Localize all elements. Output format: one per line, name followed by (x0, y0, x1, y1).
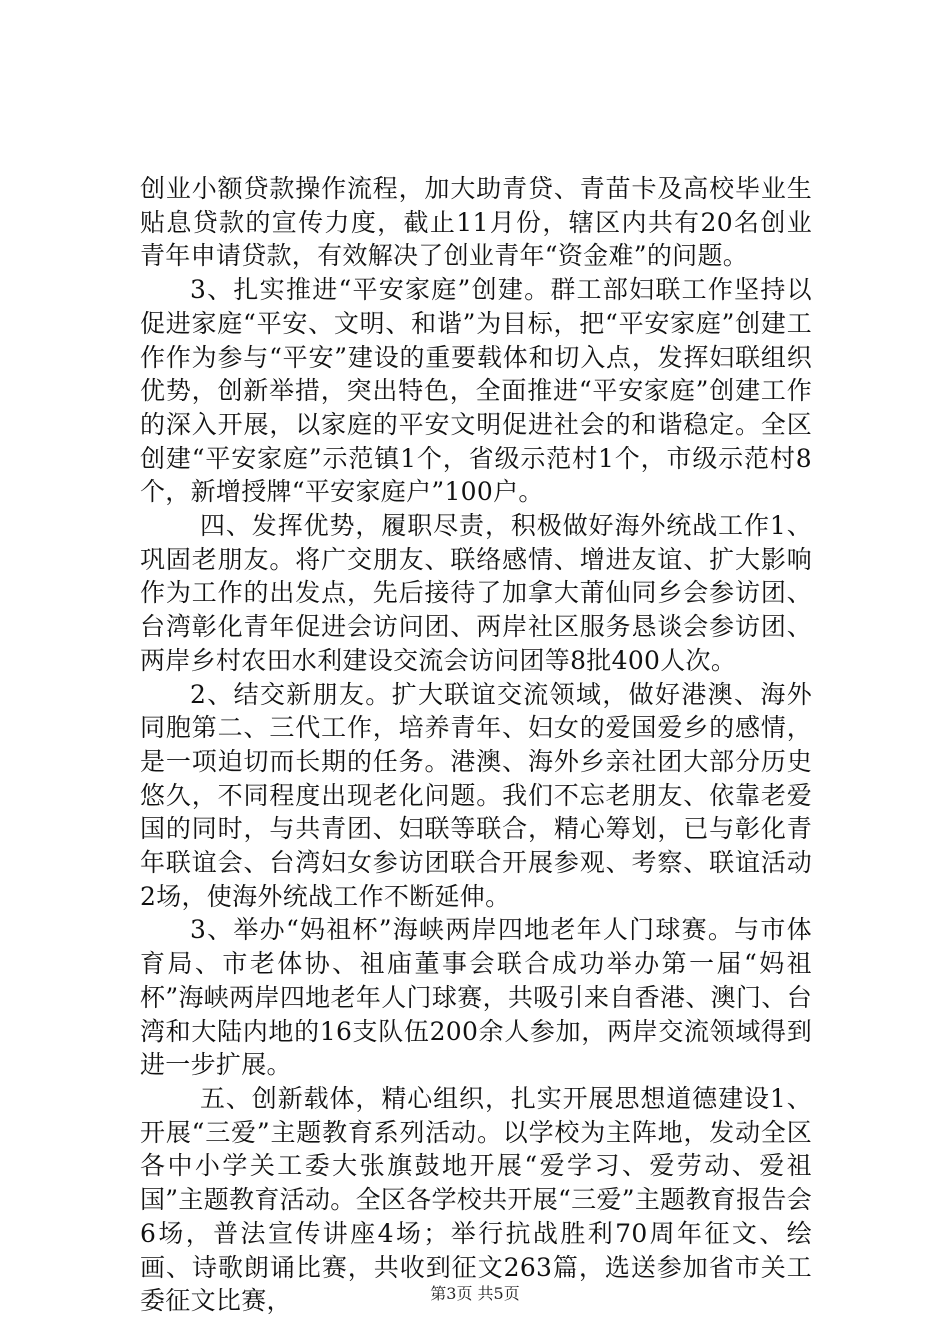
paragraph-section-five: 五、创新载体，精心组织，扎实开展思想道德建设1、开展“三爱”主题教育系列活动。以学校为主阵地，发动全区各中小学关工委大张旗鼓地开展“爱学习、爱劳动、爱祖国”主题教育活动。全区各学校共开展“三爱”主题教育报告会6场，普法宣传讲座4场；举行抗战胜利70周年征文、绘画、诗歌朗诵比赛，共收到征文263篇，选送参加省市关工委征文比赛， (140, 1083, 812, 1316)
page-footer: 第3页 共5页 (430, 1284, 520, 1303)
paragraph-section-four: 四、发挥优势，履职尽责，积极做好海外统战工作1、巩固老朋友。将广交朋友、联络感情、增进友谊、扩大影响作为工作的出发点，先后接待了加拿大莆仙同乡会参访团、台湾彰化青年促进会访问团、两岸社区服务恳谈会参访团、两岸乡村农田水利建设交流会访问团等8批400人次。 (140, 511, 812, 675)
paragraph-mazu-cup: 3、举办“妈祖杯”海峡两岸四地老年人门球赛。与市体育局、市老体协、祖庙董事会联合成功举办第一届“妈祖杯”海峡两岸四地老年人门球赛，共吸引来自香港、澳门、台湾和大陆内地的16支队伍200余人参加，两岸交流领域得到进一步扩展。 (140, 915, 812, 1080)
paragraph-safe-family: 3、扎实推进“平安家庭”创建。群工部妇联工作坚持以促进家庭“平安、文明、和谐”为目标，把“平安家庭”创建工作作为参与“平安”建设的重要载体和切入点，发挥妇联组织优势，创新举措，突出特色，全面推进“平安家庭”创建工作的深入开展，以家庭的平安文明促进社会的和谐稳定。全区创建“平安家庭”示范镇1个，省级示范村1个，市级示范村8个，新增授牌“平安家庭户”100户。 (140, 275, 812, 507)
paragraph-loan-continuation: 创业小额贷款操作流程，加大助青贷、青苗卡及高校毕业生贴息贷款的宣传力度，截止11月份，辖区内共有20名创业青年申请贷款，有效解决了创业青年“资金难”的问题。 (140, 174, 812, 271)
document-body (140, 172, 812, 1318)
paragraph-new-friends: 2、结交新朋友。扩大联谊交流领域，做好港澳、海外同胞第二、三代工作，培养青年、妇女的爱国爱乡的感情，是一项迫切而长期的任务。港澳、海外乡亲社团大部分历史悠久，不同程度出现老化问题。我们不忘老朋友、依靠老爱国的同时，与共青团、妇联等联合，精心筹划，已与彰化青年联谊会、台湾妇女参访团联合开展参观、考察、联谊活动2场，使海外统战工作不断延伸。 (140, 679, 812, 911)
